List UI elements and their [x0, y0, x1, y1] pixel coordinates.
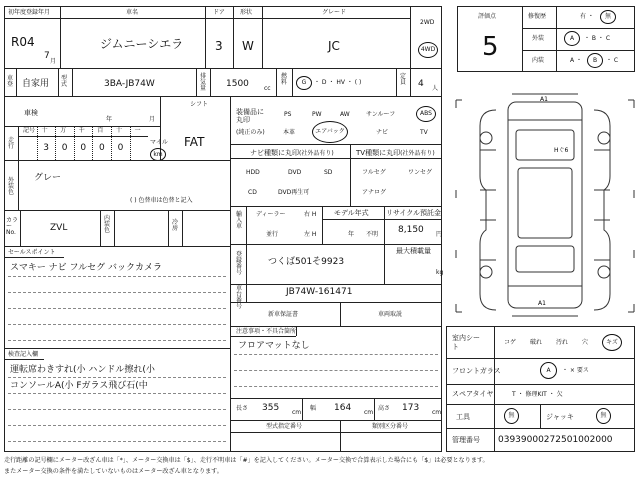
- jack-none-circled: 無: [596, 408, 611, 424]
- first-reg-year: R04: [11, 35, 35, 49]
- mileage-label: 走行: [8, 137, 15, 150]
- warranty-label: 新車保証書: [268, 311, 299, 318]
- mileage-digit: 3: [43, 143, 49, 153]
- equip-ps: PS: [284, 111, 292, 118]
- seat-tear: 破れ: [530, 339, 543, 346]
- footer-line-1: 走行距離の記号欄にメーター改ざん車は「*」、メーター交換車は「$」、走行不明車は「#」を記入してください。メーター交換で合算表示した場合にも「$」は必要となります。: [4, 457, 489, 464]
- first-reg-label: 初年度登録年月: [8, 9, 51, 16]
- navi-dvd-play: DVD再生可: [278, 189, 310, 196]
- first-reg-month: 7: [44, 51, 50, 61]
- equip-abs-circled: ABS: [416, 106, 436, 122]
- door-count: 3: [215, 39, 223, 53]
- repair-none-circled: 無: [600, 10, 616, 24]
- seat-burn: コゲ: [504, 339, 517, 346]
- tv-type-title: TV種類に丸印(社外品有り): [356, 149, 435, 157]
- mileage-digit-label: 十: [41, 127, 48, 134]
- navi-type-title: ナビ種類に丸印(社外品有り): [250, 149, 334, 157]
- tools-none-circled: 無: [504, 408, 519, 424]
- tv-oneseg: ワンセグ: [408, 169, 433, 176]
- km-circled: km: [150, 148, 166, 161]
- type-designation-label: 型式指定番号: [266, 423, 303, 430]
- interior-options-pre: A ・: [570, 57, 583, 64]
- reg-label: 車登: [7, 75, 14, 88]
- tools-label: 工具: [456, 413, 470, 421]
- type-value: 3BA-JB74W: [104, 79, 155, 89]
- aircon-label: 冷房: [172, 219, 179, 232]
- mileage-digit-label: 万: [60, 127, 67, 134]
- seat-label: 室内シート: [452, 334, 480, 352]
- interior-label: 内装: [532, 57, 545, 64]
- shift-label: シフト: [190, 101, 209, 108]
- mileage-digit: 0: [80, 143, 87, 153]
- width-label: 幅: [310, 405, 317, 412]
- use-value: 自家用: [22, 79, 50, 89]
- damage-a1-bottom: A1: [538, 300, 546, 307]
- glass-a-circled: A: [540, 362, 557, 379]
- inspection-month: 月: [149, 116, 156, 123]
- equip-aw: AW: [340, 111, 350, 118]
- spare-options: T ・ 修理KIT ・ 欠: [512, 391, 563, 398]
- footer-line-2: またメーター交換の条件を満たしていないものはメーター改ざん車となります。: [4, 468, 223, 475]
- chassis-value: JB74W-161471: [286, 287, 353, 297]
- interior-b-circled: B: [587, 53, 603, 68]
- exterior-a-circled: A: [564, 31, 580, 46]
- equip-leather: 本革: [283, 129, 296, 136]
- length-label: 長さ: [236, 405, 249, 412]
- capacity-value: 4: [418, 79, 424, 89]
- import-right: 右 H: [304, 211, 317, 218]
- notes-label: 注意事項・不具合箇所: [236, 328, 297, 335]
- import-parallel: 並行: [266, 231, 279, 238]
- repair-options: 有 ・: [580, 13, 594, 20]
- drive-4wd-circled: 4WD: [418, 42, 438, 58]
- repair-label: 修復歴: [528, 13, 547, 20]
- glass-options: ・ × 要ス: [562, 367, 589, 374]
- inspector-line-1: 運転席わきすれ(小 ハンドル擦れ(小: [10, 365, 155, 375]
- model-year-unit: 年: [348, 231, 355, 238]
- navi-sd: SD: [324, 169, 333, 176]
- body-shape: W: [242, 39, 254, 53]
- mileage-digit-label: 記号: [23, 127, 36, 134]
- color-value: グレー: [34, 173, 62, 183]
- manual-label: 車両取説: [378, 311, 403, 318]
- mileage-digit-label: 一: [134, 127, 141, 134]
- capacity-unit: 人: [432, 85, 439, 92]
- equip-navi: ナビ: [376, 129, 389, 136]
- navi-hdd: HDD: [246, 169, 260, 176]
- equipment-sub: (純正のみ): [236, 129, 265, 136]
- import-label: 輸入車: [236, 211, 243, 230]
- inspector-label: 検査記入欄: [8, 351, 39, 358]
- width-value: 164: [334, 403, 352, 413]
- fuel-label: 燃料: [281, 73, 288, 86]
- color-note: ( ) 色替車は色替と記入: [130, 197, 193, 204]
- max-load-label: 最大積載量: [396, 247, 431, 255]
- import-dealer: ディーラー: [256, 211, 286, 218]
- mileage-digit: 0: [117, 143, 124, 153]
- height-label: 高さ: [378, 405, 391, 412]
- score-label: 評価点: [478, 13, 497, 20]
- mgmt-label: 管理番号: [452, 436, 480, 444]
- color-code-value: ZVL: [50, 223, 68, 233]
- mgmt-value: 03939000272501002000: [498, 435, 613, 445]
- height-value: 173: [402, 403, 420, 413]
- tv-analog: アナログ: [362, 189, 387, 196]
- displacement-label: 排気量: [200, 73, 207, 92]
- month-unit: 月: [50, 58, 57, 65]
- notes-text: フロアマットなし: [238, 341, 310, 351]
- chassis-label: 車台番号: [236, 285, 243, 310]
- drive-2wd: 2WD: [420, 19, 435, 26]
- mileage-digit-label: 千: [78, 127, 85, 134]
- recycle-label: リサイクル預託金: [386, 209, 442, 217]
- grade-label: グレード: [322, 9, 347, 16]
- spare-label: スペアタイヤ: [452, 390, 494, 398]
- import-left: 左 H: [304, 231, 317, 238]
- sales-point-text: スマキー ナビ フルセグ バックカメラ: [10, 263, 163, 273]
- height-unit: cm: [432, 409, 442, 416]
- plate-value: つくば501そ9923: [268, 257, 345, 267]
- displacement-value: 1500: [226, 79, 249, 89]
- mileage-digit-label: 十: [116, 127, 123, 134]
- glass-label: フロントガラス: [452, 367, 501, 375]
- equip-airbag-circled: エアバック: [312, 121, 348, 143]
- inspection-year: 年: [106, 116, 113, 123]
- width-unit: cm: [364, 409, 374, 416]
- exterior-label: 外装: [532, 35, 545, 42]
- seat-hole: 穴: [582, 339, 589, 346]
- jack-label: ジャッキ: [546, 413, 574, 421]
- model-year-label: モデル年式: [334, 209, 369, 217]
- length-value: 355: [262, 403, 280, 413]
- equipment-title: 装備品に丸印: [236, 108, 264, 125]
- plate-label: 登録番号: [236, 251, 243, 276]
- mile-label: マイル: [150, 139, 168, 146]
- category-label: 類別区分番号: [372, 423, 409, 430]
- score-value: 5: [482, 32, 499, 62]
- model-name-label: 車名: [126, 9, 139, 16]
- mileage-digit-label: 百: [97, 127, 104, 134]
- exterior-options: ・ B ・ C: [584, 35, 611, 42]
- color-code-label: カラーNo.: [6, 217, 19, 236]
- mileage-digit: 0: [61, 143, 68, 153]
- seat-stain: 汚れ: [556, 339, 569, 346]
- fuel-options: ・ D ・ HV ・ ( ): [314, 79, 362, 86]
- seat-scratch-circled: キズ: [602, 334, 622, 351]
- fuel-gasoline-circled: G: [296, 76, 312, 90]
- mileage-digit: 0: [99, 143, 105, 153]
- equip-pw: PW: [312, 111, 322, 118]
- capacity-label: 定員: [400, 73, 407, 86]
- inspector-line-2: コンソールA(小 Fガラス飛び石(中: [10, 381, 148, 391]
- interior-color-label: 内装色: [104, 215, 111, 234]
- door-label: ドア: [213, 9, 225, 16]
- damage-roof-mark: Hぐ6: [554, 147, 569, 154]
- grade-value: JC: [328, 39, 340, 53]
- equip-sunroof: サンルーフ: [366, 111, 396, 118]
- car-name: ジムニーシエラ: [100, 37, 184, 51]
- sales-point-label: セールスポイント: [8, 249, 56, 256]
- damage-a1-top: A1: [540, 96, 548, 103]
- tv-fullseg: フルセグ: [362, 169, 386, 176]
- color-label: 外装色: [8, 177, 15, 196]
- recycle-value: 8,150: [398, 225, 424, 235]
- recycle-unit: 円: [436, 231, 443, 238]
- model-year-unknown: 不明: [366, 231, 379, 238]
- equip-tv: TV: [420, 129, 428, 136]
- navi-dvd: DVD: [288, 169, 302, 176]
- interior-options-post: ・ C: [606, 57, 619, 64]
- type-label: 型式: [61, 75, 68, 88]
- inspection-label: 車検: [24, 109, 38, 117]
- cc-unit: cc: [264, 85, 271, 92]
- length-unit: cm: [292, 409, 302, 416]
- shape-label: 形状: [240, 9, 253, 16]
- shift-value: FAT: [184, 135, 205, 149]
- max-load-unit: kg: [436, 269, 444, 276]
- car-damage-diagram: [450, 90, 640, 320]
- navi-cd: CD: [248, 189, 257, 196]
